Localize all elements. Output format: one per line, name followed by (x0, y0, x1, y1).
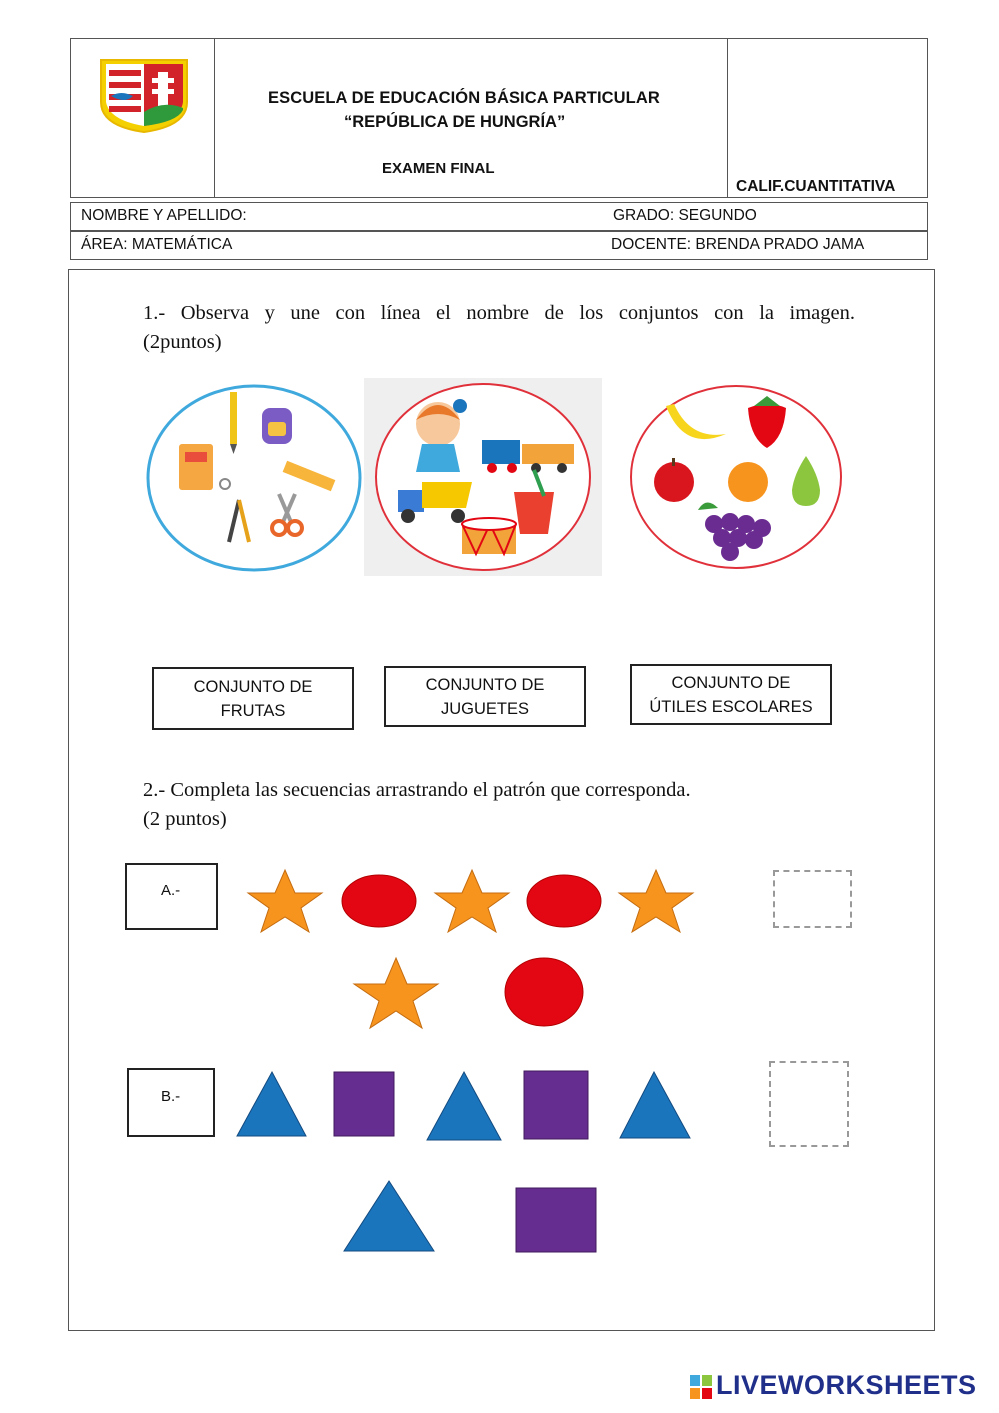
square-shape (334, 1072, 394, 1136)
orange-icon (728, 462, 768, 502)
sequence-b-label: B.- (161, 1088, 181, 1105)
option-fruits-line2: FRUTAS (220, 701, 286, 720)
grade-box-label: CALIF.CUANTITATIVA (736, 178, 896, 195)
liveworksheets-watermark: LIVEWORKSHEETS (716, 1370, 977, 1400)
question1-text: 1.- Observa y une con línea el nombre de los conjuntos con la imagen. (143, 302, 855, 324)
school-name: ESCUELA DE EDUCACIÓN BÁSICA PARTICULAR (268, 89, 660, 107)
star-shape (619, 870, 693, 932)
triangle-shape (427, 1072, 501, 1140)
circle-shape (342, 875, 416, 927)
option-fruits-line1: CONJUNTO DE (193, 677, 313, 696)
drag-square-option[interactable] (514, 1186, 598, 1254)
option-school-supplies-box[interactable] (630, 664, 832, 725)
option-supplies-line2: ÚTILES ESCOLARES (649, 697, 813, 716)
logo-cell (71, 39, 215, 197)
question1-points: (2puntos) (143, 331, 222, 353)
school-name-line2: “REPÚBLICA DE HUNGRÍA” (344, 113, 566, 131)
star-shape (435, 870, 509, 932)
question2-points: (2 puntos) (143, 808, 227, 830)
option-toys-line1: CONJUNTO DE (425, 675, 545, 694)
school-crest-icon (97, 56, 191, 134)
exam-title: EXAMEN FINAL (382, 160, 495, 177)
drag-circle-option[interactable] (503, 956, 585, 1028)
square-shape (524, 1071, 588, 1139)
info-row-name (70, 202, 928, 231)
school-supplies-set (145, 382, 363, 574)
notebook-icon (179, 444, 213, 490)
backpack-icon (262, 408, 292, 444)
triangle-shape (237, 1072, 306, 1136)
sequence-a-label: A.- (161, 882, 181, 899)
pencil-icon (230, 392, 237, 454)
grade-label: GRADO: SEGUNDO (613, 207, 757, 224)
sequence-b-label-box (127, 1068, 215, 1137)
fruits-set (628, 382, 844, 572)
header-divider (727, 39, 728, 197)
teacher-label: DOCENTE: BRENDA PRADO JAMA (611, 236, 865, 253)
area-label: ÁREA: MATEMÁTICA (81, 236, 233, 253)
sequence-a-label-box (125, 863, 218, 930)
star-shape (248, 870, 322, 932)
drag-triangle-option[interactable] (341, 1178, 437, 1254)
option-supplies-line1: CONJUNTO DE (671, 673, 791, 692)
sequence-a-shapes (240, 866, 700, 936)
drag-star-option[interactable] (350, 955, 442, 1031)
toys-set (364, 378, 602, 576)
triangle-shape (620, 1072, 690, 1138)
sequence-b-drop-zone[interactable] (769, 1061, 849, 1147)
sequence-a-drop-zone[interactable] (773, 870, 852, 928)
question2-text: 2.- Completa las secuencias arrastrando el patrón que corresponda. (143, 779, 691, 801)
option-toys-line2: JUGUETES (440, 699, 529, 718)
info-row-area (70, 231, 928, 260)
circle-shape (527, 875, 601, 927)
option-toys-box[interactable] (384, 666, 586, 727)
option-fruits-box[interactable] (152, 667, 354, 730)
sequence-b-shapes (234, 1068, 694, 1142)
liveworksheets-logo-icon (690, 1375, 714, 1401)
name-label: NOMBRE Y APELLIDO: (81, 207, 247, 224)
drum-icon (462, 518, 516, 554)
